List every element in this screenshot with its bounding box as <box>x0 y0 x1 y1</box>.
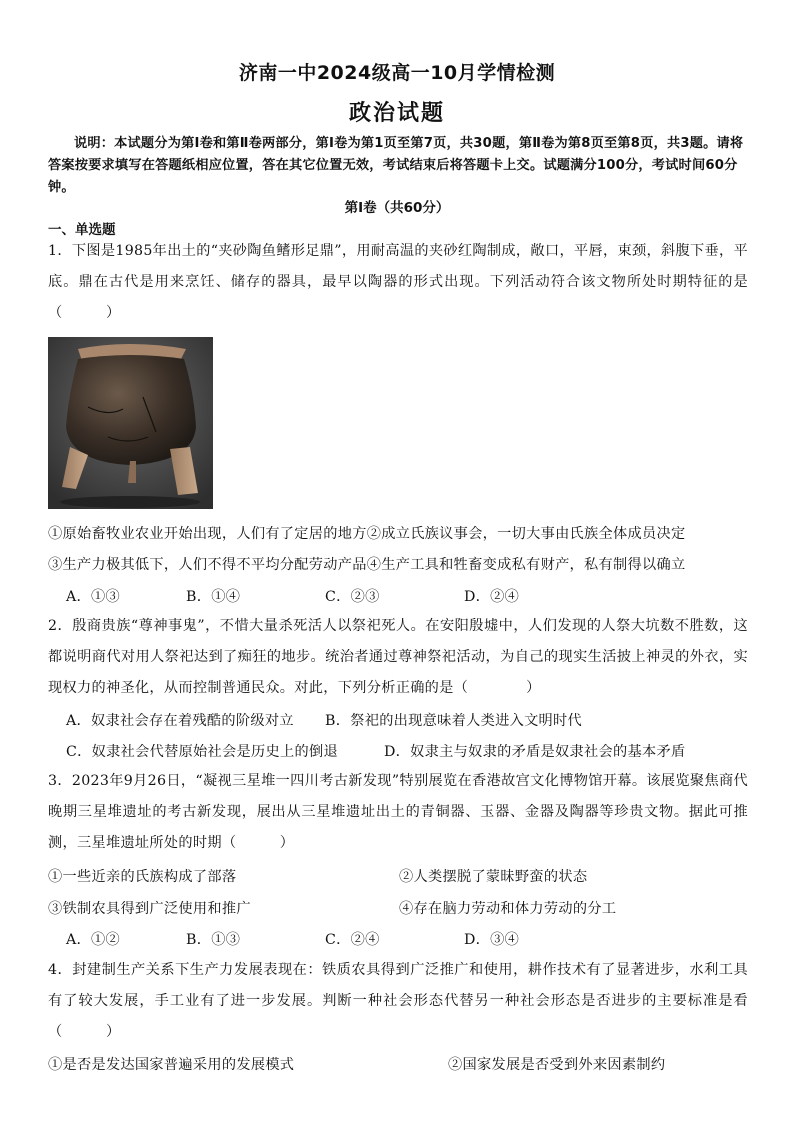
question-3-choice-d[interactable]: D．③④ <box>464 932 520 948</box>
question-3-choice-b[interactable]: B．①③ <box>186 932 241 948</box>
question-3-statement-2: ②人类摆脱了蒙昧野蛮的状态 <box>399 869 588 885</box>
question-4-stem: 4．封建制生产关系下生产力发展表现在：铁质农具得到广泛推广和使用，耕作技术有了显著进步，水利工具有了较大发展，手工业有了进一步发展。判断一种社会形态代替另一种社会形态是否进步的主要标准是看（ ） <box>48 962 748 1040</box>
question-2-choice-a[interactable]: A．奴隶社会存在着残酷的阶级对立 <box>66 713 294 729</box>
question-1-stem: 1．下图是1985年出土的“夹砂陶鱼鳍形足鼎”，用耐高温的夹砂红陶制成，敞口，平唇，束颈，斜腹下垂，平底。鼎在古代是用来烹饪、储存的器具，最早以陶器的形式出现。下列活动符合该文物所处时期特征的是（ ） <box>48 243 748 321</box>
question-3-statement-4: ④存在脑力劳动和体力劳动的分工 <box>399 901 617 917</box>
instructions: 说明：本试题分为第Ⅰ卷和第Ⅱ卷两部分，第Ⅰ卷为第1页至第7页，共30题，第Ⅱ卷为第8页至第8页，共3题。请将答案按要求填写在答题纸相应位置，答在其它位置无效，考试结束后将答题卡上交。试题满分100分，考试时间60分钟。 <box>48 136 744 195</box>
question-1-choice-b[interactable]: B．①④ <box>186 589 241 605</box>
exam-title: 济南一中2024级高一10月学情检测 <box>238 62 556 84</box>
part-heading: 一、单选题 <box>48 222 116 238</box>
question-2-stem: 2．殷商贵族“尊神事鬼”，不惜大量杀死活人以祭祀死人。在安阳殷墟中，人们发现的人祭大坑数不胜数，这都说明商代对用人祭祀达到了痴狂的地步。统治者通过尊神祭祀活动，为自己的现实生活披上神灵的外衣，实现权力的神圣化，从而控制普通民众。对此，下列分析正确的是（ ） <box>48 618 748 696</box>
question-1-statements-line-1: ①原始畜牧业农业开始出现，人们有了定居的地方②成立氏族议事会，一切大事由氏族全体成员决定 <box>48 526 686 542</box>
question-1-choice-d[interactable]: D．②④ <box>464 589 520 605</box>
question-4-statement-2: ②国家发展是否受到外来因素制约 <box>448 1057 666 1073</box>
question-3-stem: 3．2023年9月26日，“凝视三星堆一四川考古新发现”特别展览在香港故宫文化博物馆开幕。该展览聚焦商代晚期三星堆遗址的考古新发现，展出从三星堆遗址出土的青铜器、玉器、金器及陶器等珍贵文物。据此可推测，三星堆遗址所处的时期（ ） <box>48 773 748 851</box>
question-3-choice-a[interactable]: A．①② <box>66 932 121 948</box>
question-2-choice-c[interactable]: C．奴隶社会代替原始社会是历史上的倒退 <box>66 744 338 760</box>
pottery-ding-image <box>48 337 213 509</box>
question-2-choice-b[interactable]: B．祭祀的出现意味着人类进入文明时代 <box>325 713 583 729</box>
question-3-statement-1: ①一些近亲的氏族构成了部落 <box>48 869 237 885</box>
section-heading: 第Ⅰ卷（共60分） <box>344 200 450 216</box>
subject-title: 政治试题 <box>348 101 445 126</box>
question-4-statement-1: ①是否是发达国家普遍采用的发展模式 <box>48 1057 295 1073</box>
question-3-choice-c[interactable]: C．②④ <box>325 932 380 948</box>
question-2-choice-d[interactable]: D．奴隶主与奴隶的矛盾是奴隶社会的基本矛盾 <box>384 744 686 760</box>
question-3-statement-3: ③铁制农具得到广泛使用和推广 <box>48 901 251 917</box>
tripod-pottery-photo <box>48 337 213 509</box>
question-1-statements-line-2: ③生产力极其低下，人们不得不平均分配劳动产品④生产工具和牲畜变成私有财产，私有制得以确立 <box>48 557 686 573</box>
question-1-choice-a[interactable]: A．①③ <box>66 589 121 605</box>
question-1-choice-c[interactable]: C．②③ <box>325 589 380 605</box>
